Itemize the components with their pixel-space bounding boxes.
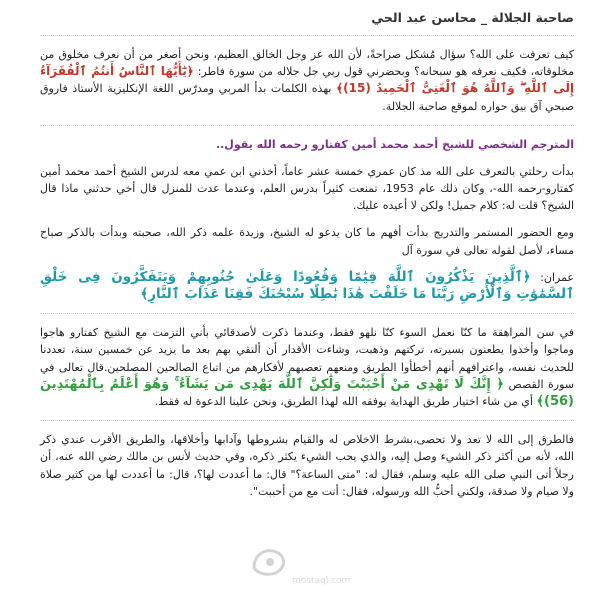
section-block (40, 125, 574, 303)
paragraph-4-after: أي من شاء اختيار طريق الهداية يوفقه الله لهذا الطريق، ونحن علينا الدعوة له فقط. (154, 395, 533, 409)
section-block-2 (40, 313, 574, 410)
quran-verse-fatir: ﴿يَٰٓأَيُّهَا ٱلنَّاسُ أَنتُمُ ٱلْفُقَرَآءُ إِلَى ٱللَّهِ ۖ وَٱللَّهُ هُوَ ٱلْغَنِىُّ ٱلْحَمِيدُ (15)﴾ (40, 64, 574, 96)
page-title: صاحبة الجلالة _ محاسن عبد الحي (371, 10, 574, 25)
paragraph-1: بدأت رحلتي بالتعرف على الله مذ كان عمري خمسة عشر عاماً، أخذني ابن عمي معه لدرس الشيخ أحمد محمد أمين كفتارو-رحمه الله-، وكان ذلك عام 1953، تمنعت كثيراً بدرس العلم، وعندما عدت للمنزل قال أخي حدثني ماذا قال الشيخ؟ قلت له: كلام جميل! ولكن لا أعيده عليك. (40, 164, 574, 213)
quran-verse-al-imran: ﴿ٱلَّذِينَ يَذْكُرُونَ ٱللَّهَ قِيَٰمًا وَقُعُودًا وَعَلَىٰ جُنُوبِهِمْ وَيَتَفَكَّرُونَ فِى خَلْقِ ٱلسَّمَٰوَٰتِ وَٱلْأَرْضِ رَبَّنَا مَا خَلَقْتَ هَٰذَا بَٰطِلًا سُبْحَٰنَكَ فَقِنَا عَذَابَ ٱلنَّارِ﴾ (40, 268, 574, 303)
watermark-text: mostaql.com (292, 576, 351, 586)
paragraph-5: فالطرق إلى الله لا تعد ولا تحصى،بشرط الاخلاص له والقيام بشروطها وآدابها وأخلاقها، والطريق الأقرب عندي ذكر الله، لأنه من أكثر ذكر الشيء وصل إليه، والذي يحب الشيء يكثر ذكره، وفي حديث لأنس بن مالك رضي الله عنه، أن رجلاً أتى النبي صلى الله عليه وسلم، فقال له: "متى الساعة؟" قال: ما أعددت لها؟، قال: ما أعددت لها من كثير صلاة ولا صيام ولا صدقة، ولكني أحبُّ الله ورسوله، فقال: أنت مع من أحببت". (40, 433, 574, 498)
paragraph-3 (40, 269, 574, 303)
paragraph-4-text: في سن المراهقة ما كنّا نعمل السوء كنّا نلهو فقط، وعندما ذكرت لأصدقائي بأني التزمت مع الشيخ كفتارو هاجوا وماجوا وأخذوا يطعنون بسيرته، تركتهم وذهبت، وشاءت الأقدار أن ألتقي بهم بعد ما يزيد عن خمسين سنة، تعددنا للحديث نفسه، واعترافهم أنهم أخطأوا الطريق ومنعهم تعصبهم لأفكارهم من اتباع الصالحين المصلحين.قال تعالى في سورة القصص (40, 326, 574, 391)
intro-paragraph (40, 46, 574, 115)
intro-text: كيف تعرفت على الله؟ سؤال مُشكل صراحةً، لأن الله عز وجل الخالق العظيم، ونحن أصغر من أن نعرف مخلوق من مخلوقاته، فكيف نعرفه هو سبحانه؟ وبحضرني قول ربي جل جلاله من سورة فاطر: (40, 48, 575, 79)
mostaql-logo-icon (246, 542, 290, 582)
watermark-logo (246, 542, 351, 588)
paragraph-4 (40, 324, 574, 410)
intro-after-text: بهذه الكلمات بدأ المربي ومدرّس اللغة الإنكليزية الأستاذ فاروق صبحي آق بيق حواره لموقع صاحبة الجلالة. (40, 82, 574, 113)
paragraph-2: ومع الحضور المستمر والتدريج بدأت أفهم ما كان يدعو له الشيخ، وزيدة علمه ذكر الله، صحبته وبدأت بالذكر صباح مساء، لأصل لقوله تعالى في سورة آل (40, 226, 574, 257)
section-subtitle: المترجم الشخصي للشيخ أحمد محمد أمين كفتارو رحمه الله يقول.. (215, 137, 574, 151)
paragraph-3-prefix: عمران: (530, 270, 574, 284)
section-block-3 (40, 420, 574, 500)
article-body (40, 35, 574, 115)
quran-verse-qasas: ﴿ إِنَّكَ لَا تَهْدِى مَنْ أَحْبَبْتَ وَلَٰكِنَّ ٱللَّهَ يَهْدِى مَن يَشَآءُ ۚ وَهُوَ أَعْلَمُ بِٱلْمُهْتَدِينَ (56)﴾ (40, 376, 574, 410)
